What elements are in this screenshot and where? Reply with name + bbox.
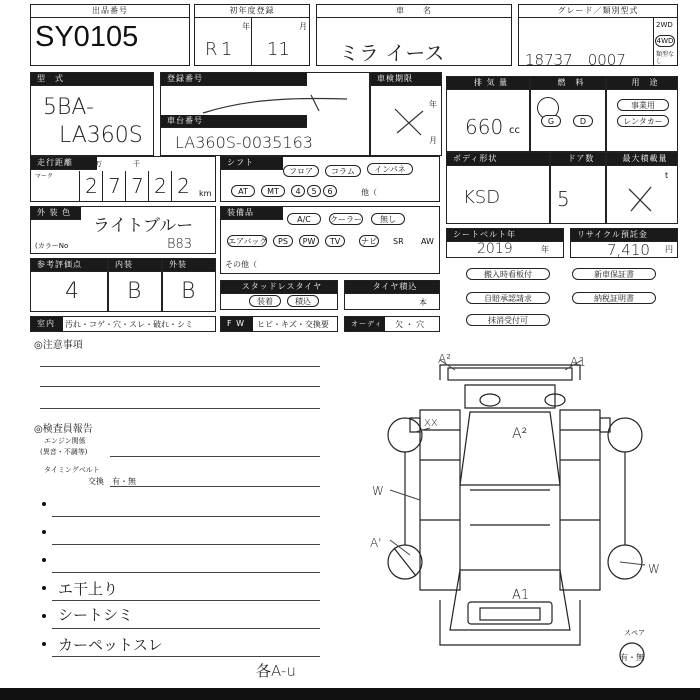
shift-mt: MT [261,185,285,197]
note-line [40,366,320,367]
doors-value: 5 [557,187,570,211]
note-line [110,486,320,487]
load-unit: t [665,171,669,180]
mark-xx: XX [424,418,438,429]
equip-aw: AW [421,237,434,246]
equipment-label: 装備品 [221,207,283,220]
seatbelt-unit: 年 [541,245,549,254]
front-bumper [440,365,580,380]
first-registration-label: 初年度登録 [195,5,309,18]
inspector-note-1: エ干上り [58,580,119,598]
mileage-digit: 2 [79,171,103,201]
divider [251,17,252,65]
rear-plate [480,608,540,620]
score-box [30,258,108,312]
inspection-label: 車検期限 [371,73,441,86]
exterior-grade-value: B [181,279,196,304]
recycle-value: 7,410 [607,241,650,259]
spare-value: 有・無 [620,653,644,662]
engine-label: エンジン関係 [44,437,86,445]
car-damage-diagram [360,340,660,670]
drive-4wd: 4WD [656,37,674,45]
model-code-line1: 5BA- [43,95,94,120]
first-registration-box [194,4,310,66]
fuel-g: G [541,115,561,127]
equip-airbag: エアバッグ [228,237,268,246]
equipment-box [220,206,440,274]
grade-label: グレード／類別型式 [519,5,677,18]
load-cross [625,185,655,215]
tire-unit: 本 [419,298,427,307]
interior-notes-value: 汚れ・コゲ・穴・スレ・破れ・シミ [65,320,193,329]
shift-box [220,156,440,202]
lot-number-box [30,4,190,66]
fw-notes: ヒビ・キズ・交換要 [257,320,329,329]
mileage-digit: 2 [148,171,172,201]
interior-grade-value: B [127,279,142,304]
tire-box [344,280,440,310]
fuel-d: D [573,115,593,127]
left-side-panel [420,410,460,590]
color-no-value: B83 [167,237,193,252]
divider [653,17,654,65]
interior-notes-box [30,316,216,332]
equip-ps: PS [273,235,293,247]
spare-label: スペア [624,629,645,637]
meter-label: マーク [35,173,54,180]
front-left-wheel [388,418,422,452]
exterior-grade-label: 外装 [163,259,215,272]
bullet-line [52,516,320,517]
displacement-box [446,76,530,152]
recycle-unit: 円 [665,245,673,254]
model-code-box [30,72,154,156]
mark-a-left: A' [370,536,382,550]
exterior-grade-box [162,258,216,312]
shift-gear-number: 6 [323,185,337,197]
pointer-a-left [390,540,410,555]
inspector-note-3: カーペットスレ [58,636,163,654]
shift-inpane: インパネ [367,163,413,175]
recycle-label: リサイクル預託金 [571,229,677,242]
mileage-box [30,156,216,202]
load-label: 最大積載量 [607,153,677,166]
score-value: 4 [65,279,79,304]
seatbelt-value: 2019 [477,241,513,257]
load-box [606,152,678,224]
seatbelt-box [446,228,564,258]
grade-value: 18737 0007 [525,51,626,69]
bullet-dot [42,502,46,506]
bullet-line [52,572,320,573]
shift-gear-number: 4 [291,185,305,197]
color-value: ライトブルー [93,216,194,236]
timing-label: タイミングベルト [44,466,100,474]
interior-grade-box [108,258,162,312]
shift-column: コラム [325,165,361,177]
bullet-dot [42,530,46,534]
studless-equipped: 装着 [249,295,281,307]
displacement-value: 660 [465,115,504,139]
note-line [40,408,320,409]
score-label: 参考評価点 [31,259,107,272]
pointer-w-right [620,562,645,565]
doc-arrival-sign: 搬入時看板付 [466,268,550,280]
front-right-wheel [608,418,642,452]
color-label: 外 装 色 [31,207,81,220]
first-reg-era: R [205,39,218,60]
first-reg-month: 11 [267,39,290,60]
type-none: 類型なし [656,51,675,65]
mileage-digit: 2 [171,171,195,201]
car-name-box [316,4,512,66]
note-line [110,456,320,457]
grade-box [518,4,678,69]
bullet-dot [42,558,46,562]
shift-at: AT [231,185,255,197]
shift-floor: フロア [283,165,319,177]
documents-box [446,262,678,332]
studless-loaded: 積込 [287,295,319,307]
registration-box [160,72,370,156]
doc-new-car-warranty: 新車保証書 [572,268,656,280]
model-code-line2: LA360S [59,123,143,148]
audio-label: オーディオ [345,317,385,332]
doors-box [550,152,606,224]
usage-rental: レンタカー [617,115,669,127]
interior-notes-label: 室内 [31,317,63,332]
color-box [30,206,216,254]
mark-a1-rear: A1 [512,588,530,603]
mark-a2-roof: A² [512,426,528,442]
fw-box [220,316,338,332]
rear-right-wheel [608,545,642,579]
usage-business: 事業用 [617,99,669,111]
mark-a1-top: A1 [570,355,586,369]
bullet-dot [42,642,46,646]
shift-label: シフト [221,157,283,170]
front-grille [448,368,572,380]
chassis-label: 車台番号 [161,115,307,128]
bullet-line [52,544,320,545]
inspection-month-unit: 月 [429,136,437,145]
inspection-year-unit: 年 [429,100,437,109]
mileage-digit: 7 [125,171,149,201]
shift-other: 他（ [361,188,377,197]
audio-notes: 欠 ・ 穴 [395,320,425,329]
doc-insurance-claim: 自賠承認請求 [466,292,550,304]
unit-1k: 千 [133,160,140,168]
doc-deregistration: 抹消受付可 [466,314,550,326]
equip-other: その他（ [225,260,257,269]
month-unit: 月 [299,22,307,31]
inspector-note-4: 各A-u [256,662,296,680]
bullet-line [52,628,320,629]
mileage-digit: 7 [102,171,126,201]
car-name-value: ミラ イース [339,41,445,65]
timing-sub: 交換 有・無 [88,477,136,486]
unit-10k: 万 [95,160,102,168]
hood [465,385,555,408]
fuel-label: 燃 料 [531,77,605,90]
doors-label: ドア数 [551,153,605,166]
first-reg-year: 1 [221,39,233,60]
equip-cooler: クーラー [330,215,362,224]
shift-numbers [291,185,361,197]
caution-title: ◎注意事項 [34,340,83,351]
bullet-dot [42,586,46,590]
body-value: KSD [463,187,501,208]
usage-label: 用 途 [607,77,677,90]
recycle-box [570,228,678,258]
body-label: ボディ形状 [447,153,549,166]
car-name-label: 車 名 [317,5,511,18]
inspector-title: ◎検査員報告 [34,424,93,435]
engine-sub: (異音・不調等) [40,448,88,456]
equip-ac: A/C [287,213,321,225]
equip-tv: TV [325,235,345,247]
windshield-roof [460,412,560,485]
left-headlight [480,394,500,406]
shift-gear-number: 5 [307,185,321,197]
doc-tax-certificate: 納税証明書 [572,292,656,304]
reg-number-strike [201,93,351,115]
mark-w-left: W [372,484,384,498]
year-unit: 年 [242,22,250,31]
inspector-note-2: シートシミ [58,606,134,624]
chassis-value: LA360S-0035163 [175,133,313,152]
body-box [446,152,550,224]
tire-label: タイヤ積込 [345,281,439,294]
lot-number-value: SY0105 [35,21,139,53]
fw-label: F W [221,317,253,332]
damage-legend-strip [0,688,700,700]
displacement-unit: cc [509,125,520,136]
mileage-digits [79,171,197,201]
mark-w-right: W [648,562,660,576]
mark-a2-top: A² [438,352,452,366]
inspection-cross [391,107,425,137]
wheel-mark [394,548,416,576]
displacement-label: 排 気 量 [447,77,529,90]
fuel-box [530,76,606,152]
drive-2wd: 2WD [656,21,673,29]
equip-navi: ナビ [361,237,377,246]
usage-box [606,76,678,152]
studless-label: スタッドレスタイヤ [221,281,337,294]
inspection-box [370,72,442,156]
seatbelt-label: シートベルト年 [447,229,563,242]
audio-box [344,316,440,342]
note-line [40,386,320,387]
studless-box [220,280,338,310]
right-side-panel [560,410,600,590]
equip-pw: PW [299,235,319,247]
bullet-line [52,600,320,601]
bullet-line [52,656,320,657]
model-code-label: 型 式 [31,73,153,86]
lot-number-label: 出品番号 [31,5,189,18]
bullet-dot [42,614,46,618]
interior-grade-label: 内装 [109,259,161,272]
rear-bumper [440,600,580,645]
equip-none: 無し [371,213,405,225]
mileage-unit: km [199,189,212,198]
equip-sr: SR [393,237,404,246]
mileage-label: 走行距離 [31,157,97,170]
color-no-label: (カラーNo [35,242,69,250]
reg-number-label: 登録番号 [161,73,307,86]
